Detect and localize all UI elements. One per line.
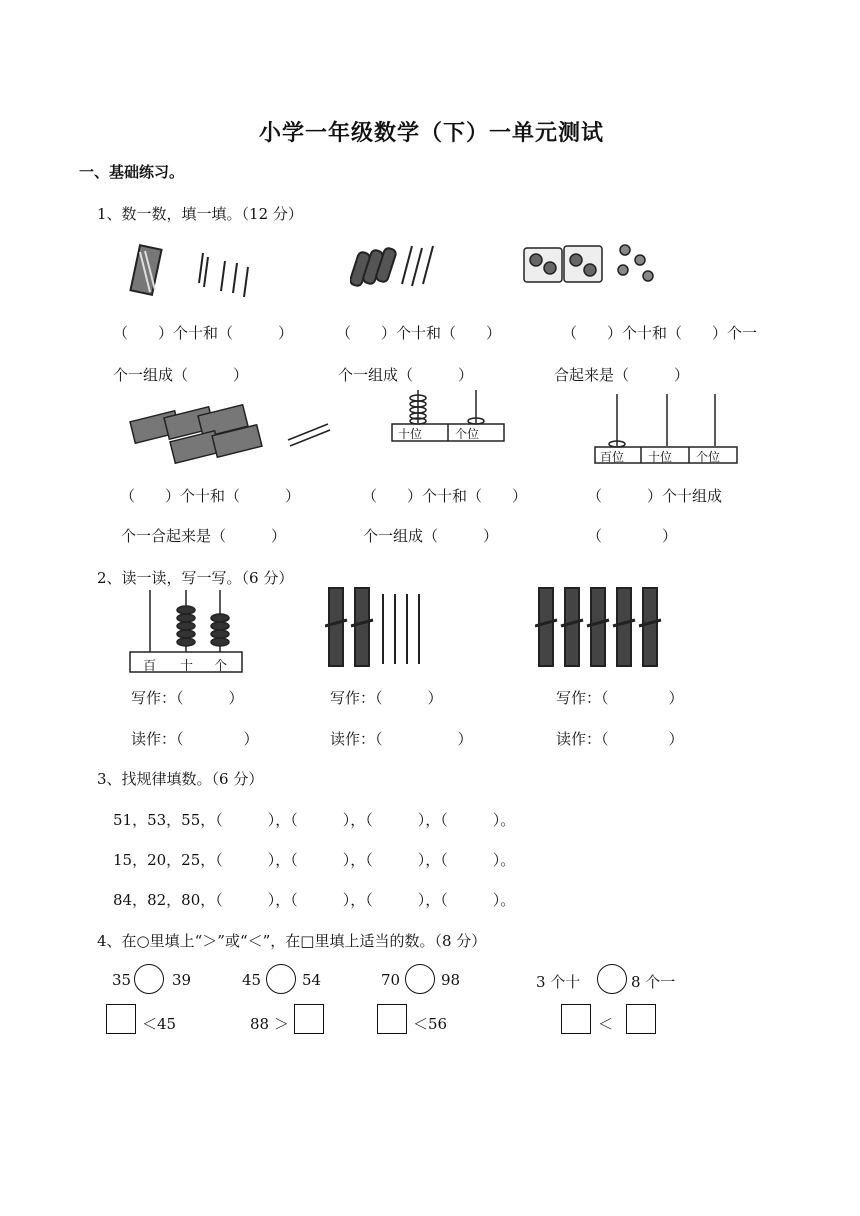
q1-blank-c2: 合起来是（ ）	[554, 366, 690, 384]
abacus-label-hundreds: 百位	[600, 450, 625, 464]
abacus-label-h: 百	[143, 659, 157, 674]
stick-bundles-picture-q2b	[535, 586, 665, 668]
q2-write-3: 写作：（ ）	[556, 689, 684, 707]
q2-read-1: 读作：（ ）	[131, 730, 259, 748]
q1-blank-a2: 个一组成（ ）	[113, 366, 249, 384]
q1-blank-b2: 个一组成（ ）	[338, 366, 474, 384]
q4-left-2: 45	[242, 971, 262, 989]
section-heading: 一、基础练习。	[79, 163, 185, 181]
abacus-label-tens: 十位	[398, 427, 423, 441]
q1-blank-d2: 个一合起来是（ ）	[121, 527, 287, 545]
q4-left-3: 70	[381, 971, 401, 989]
q3-sequence-3: 84，82，80，（ ），（ ），（ ），（ ）。	[113, 891, 516, 909]
q4-box-text-4: ＜	[598, 1015, 614, 1033]
q2-write-1: 写作：（ ）	[131, 689, 244, 707]
answer-box-1[interactable]	[106, 1004, 136, 1034]
answer-box-3[interactable]	[377, 1004, 407, 1034]
q3-sequence-1: 51，53，55，（ ），（ ），（ ），（ ）。	[113, 811, 516, 829]
answer-box-5[interactable]	[626, 1004, 656, 1034]
q1-heading: 1、数一数，填一填。（12 分）	[97, 205, 303, 223]
abacus-label-ones: 个位	[455, 427, 480, 441]
q1-blank-c1: （ ）个十和（ ）个一	[562, 324, 758, 342]
q4-heading: 4、在○里填上“＞”或“＜”，在□里填上适当的数。（8 分）	[97, 932, 487, 950]
bundled-sticks-picture-1	[125, 237, 265, 299]
q1-blank-e2: 个一组成（ ）	[363, 527, 499, 545]
q1-blank-b1: （ ）个十和（ ）	[336, 324, 502, 342]
compare-circle-3[interactable]	[405, 964, 435, 994]
answer-box-2[interactable]	[294, 1004, 324, 1034]
q2-heading: 2、读一读，写一写。（6 分）	[97, 569, 294, 587]
abacus-label-ones-b: 个位	[696, 450, 721, 464]
q1-blank-f2: （ ）	[587, 527, 678, 545]
compare-circle-2[interactable]	[266, 964, 296, 994]
abacus-label-t: 十	[180, 659, 194, 674]
q4-right-4: 8 个一	[631, 973, 676, 991]
q4-left-1: 35	[112, 971, 132, 989]
q4-right-1: 39	[172, 971, 192, 989]
abacus-label-tens-b: 十位	[648, 450, 673, 464]
q2-read-2: 读作：（ ）	[330, 730, 473, 748]
q3-sequence-2: 15，20，25，（ ），（ ），（ ），（ ）。	[113, 851, 516, 869]
q1-blank-e1: （ ）个十和（ ）	[362, 487, 528, 505]
q4-left-4: 3 个十	[536, 973, 581, 991]
q4-box-text-2: 88 ＞	[250, 1015, 289, 1033]
q3-heading: 3、找规律填数。（6 分）	[97, 770, 264, 788]
q2-write-2: 写作：（ ）	[330, 689, 443, 707]
abacus-label-o: 个	[214, 659, 228, 674]
q4-box-text-1: ＜45	[142, 1015, 177, 1033]
q4-right-2: 54	[302, 971, 322, 989]
q1-blank-d1: （ ）个十和（ ）	[120, 487, 301, 505]
answer-box-4[interactable]	[561, 1004, 591, 1034]
compare-circle-4[interactable]	[597, 964, 627, 994]
q2-read-3: 读作：（ ）	[556, 730, 684, 748]
page-title: 小学一年级数学（下）一单元测试	[259, 120, 605, 146]
stick-bundles-picture-q2a	[325, 586, 435, 668]
bundled-sticks-picture-3	[128, 400, 338, 470]
q1-blank-f1: （ ）个十组成	[587, 487, 723, 505]
compare-circle-1[interactable]	[134, 964, 164, 994]
q4-box-text-3: ＜56	[413, 1015, 448, 1033]
bundled-sticks-picture-2	[350, 242, 450, 292]
q4-right-3: 98	[441, 971, 461, 989]
candy-box-picture	[520, 238, 660, 288]
q1-blank-a1: （ ）个十和（ ）	[113, 324, 294, 342]
